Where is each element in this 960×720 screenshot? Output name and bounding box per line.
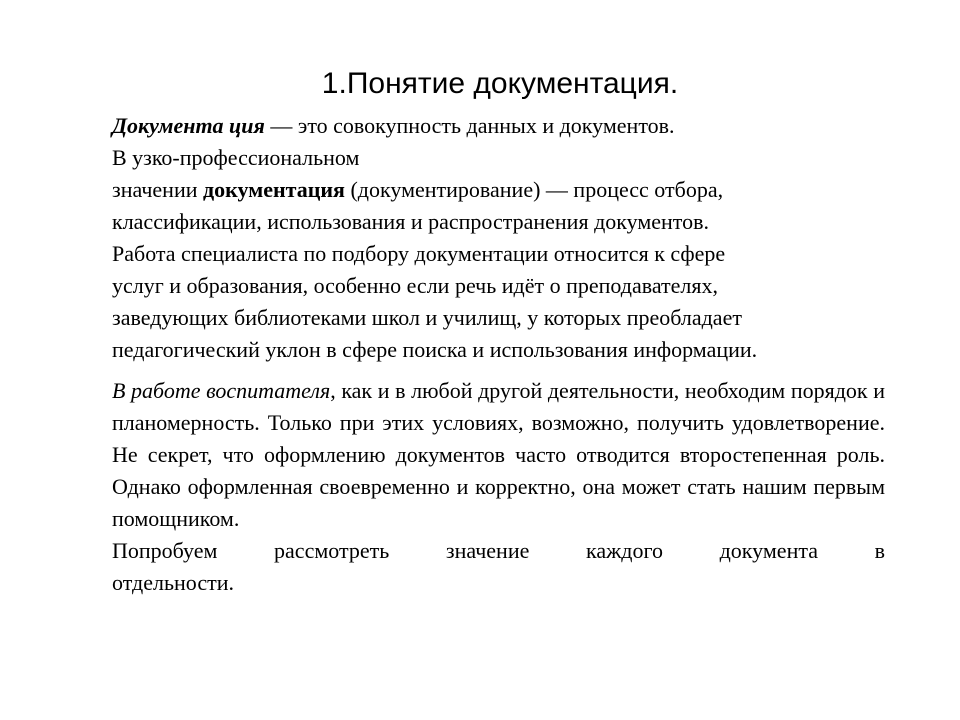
educator-paragraph-italic: В работе воспитателя	[112, 378, 331, 403]
definition-line-8: педагогический уклон в сфере поиска и использования информации.	[112, 337, 758, 362]
closing-paragraph-last-line: отдельности.	[112, 570, 234, 595]
definition-line-7: заведующих библиотеками школ и училищ, у которых преобладает	[112, 305, 742, 330]
definition-line-4: классификации, использования и распространения документов.	[112, 209, 710, 234]
term-documentation-bold: документация	[203, 177, 345, 202]
slide-title: 1.Понятие документация.	[321, 67, 679, 100]
definition-line-3	[112, 174, 885, 206]
definition-line-2: В узко-профессиональном	[112, 145, 360, 170]
closing-paragraph	[112, 535, 885, 599]
closing-paragraph-text: Попробуем рассмотреть значение каждого документа в	[112, 538, 885, 563]
definition-line-3-rest: (документирование) — процесс отбора,	[344, 177, 724, 202]
definition-line-5: Работа специалиста по подбору документации относится к сфере	[112, 241, 726, 266]
educator-paragraph-text: , как и в любой другой деятельности, необходим порядок и планомерность. Только при этих условиях, возможно, получить удовлетворение. Не секрет, что оформлению документов часто отводится второстепенная роль. Однако оформленная своевременно и корректно, она может стать нашим первым помощником.	[112, 378, 885, 531]
definition-text: — это совокупность данных и документов.	[264, 113, 675, 138]
definition-line-3-pre: значении	[112, 177, 203, 202]
term-documentation-italic: Документа ция	[112, 113, 265, 138]
educator-paragraph	[112, 375, 885, 535]
definition-line-6: услуг и образования, особенно если речь идёт о преподавателях,	[112, 273, 719, 298]
definition-paragraph	[112, 110, 885, 366]
definition-line-1	[112, 110, 885, 142]
slide-body	[112, 110, 885, 599]
